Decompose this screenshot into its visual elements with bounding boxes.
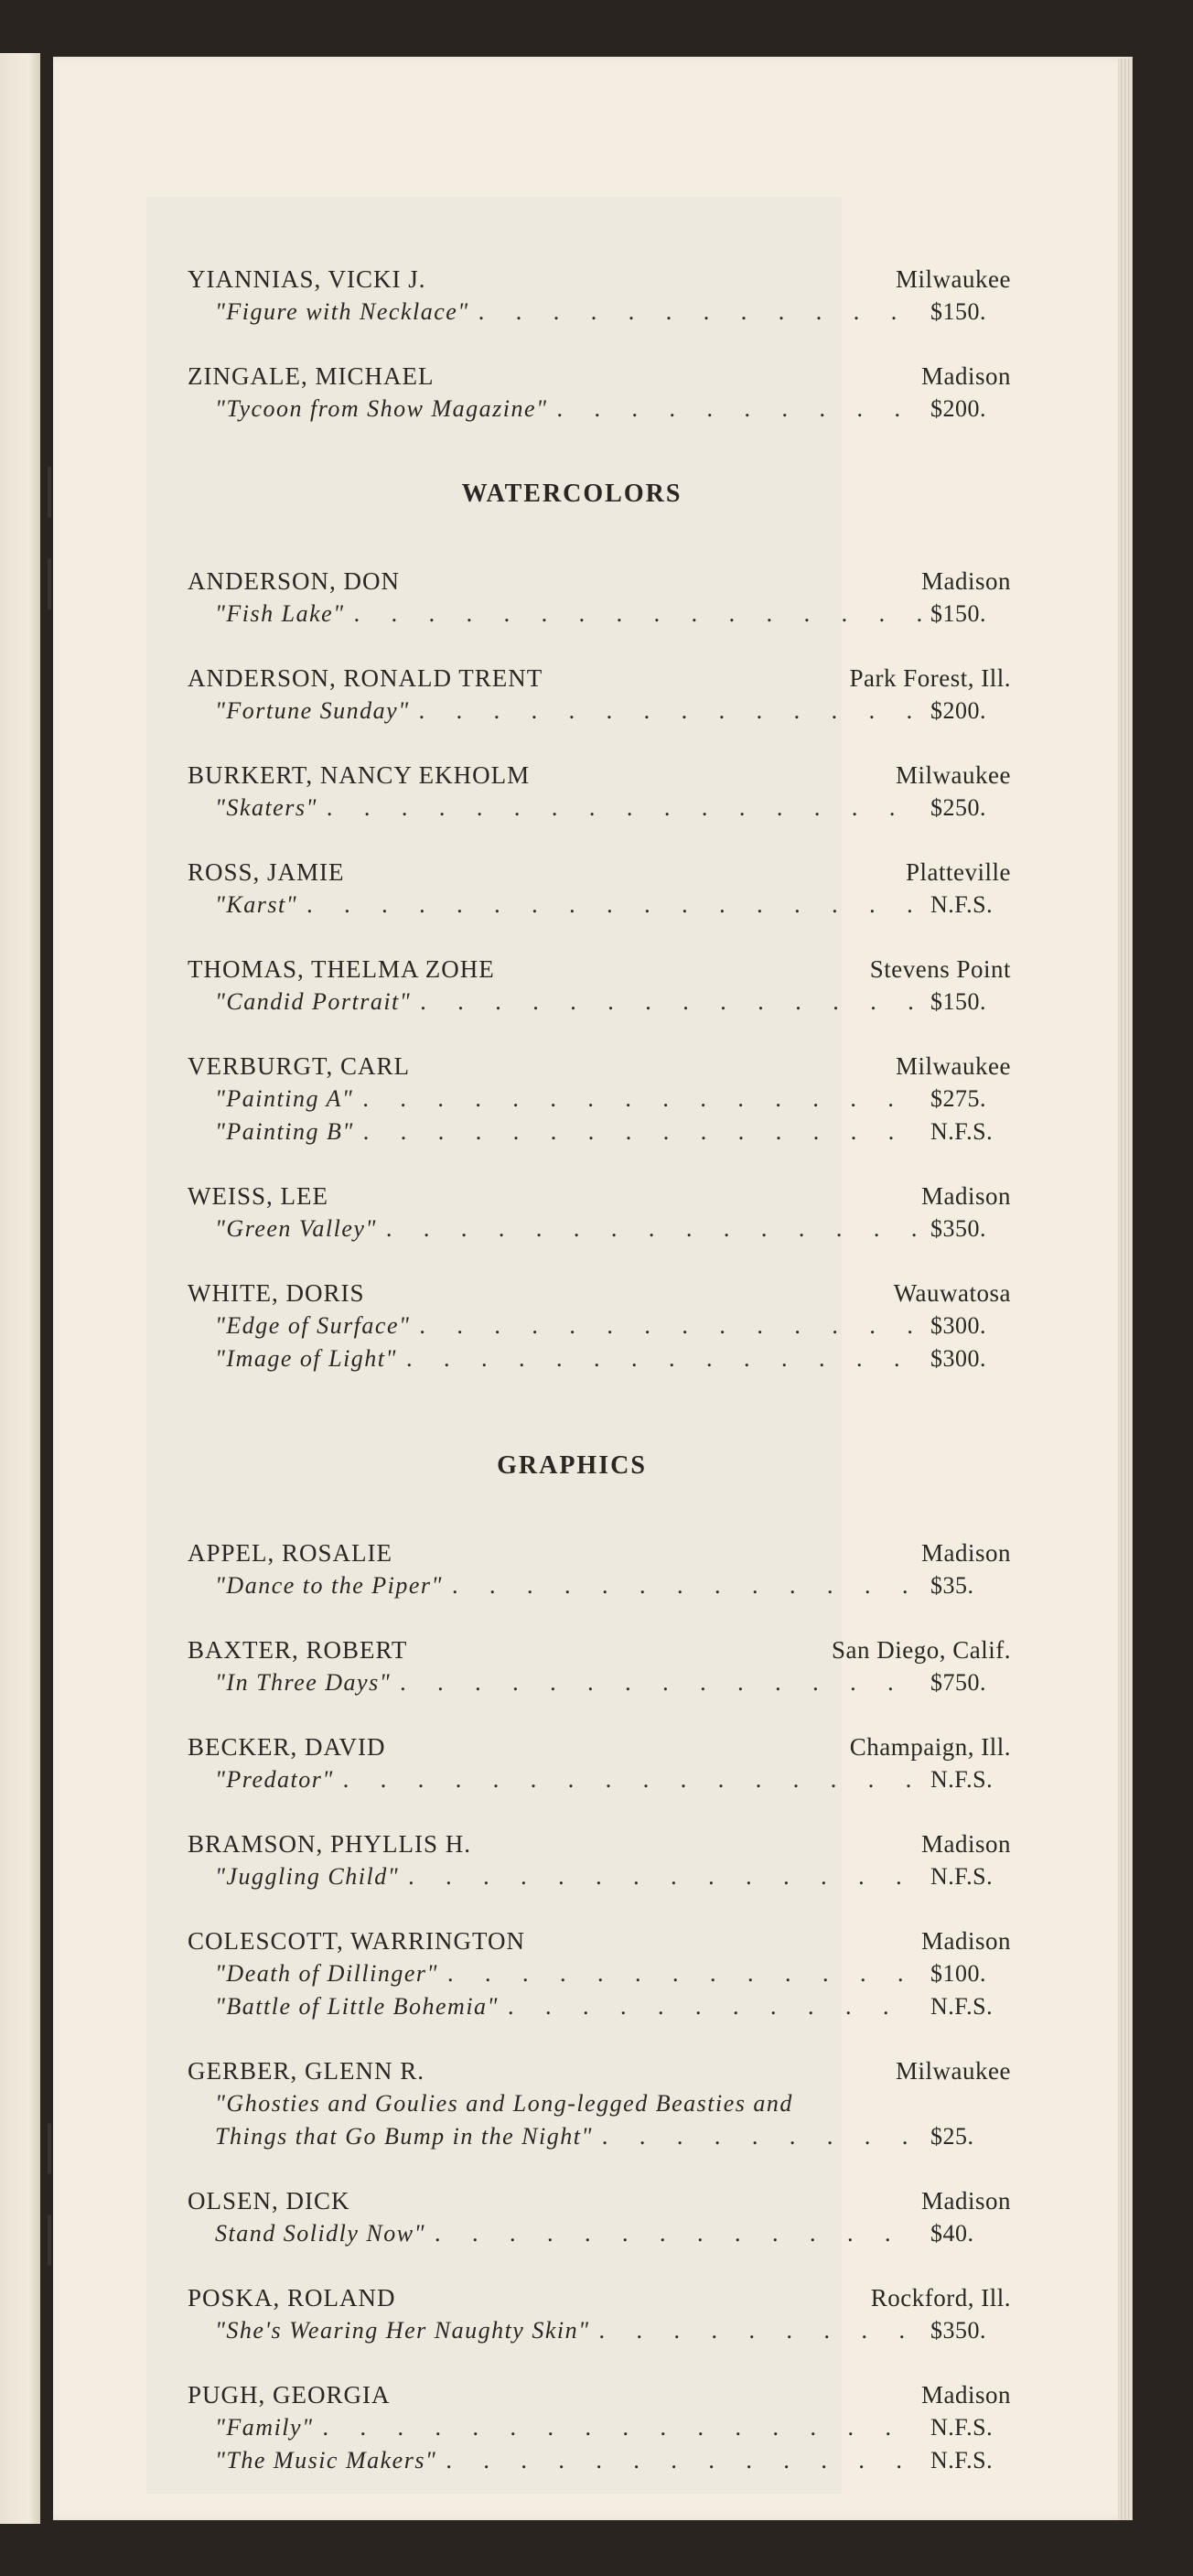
binding-mark <box>48 558 51 609</box>
leader-dots <box>446 2447 921 2474</box>
artwork-title: "Green Valley" <box>215 1215 377 1242</box>
artwork-title: "Painting B" <box>215 1118 354 1145</box>
artwork-line <box>188 988 1011 1021</box>
artist-name: PUGH, GEORGIA <box>188 2381 391 2409</box>
artist-city: Madison <box>921 1927 1011 1955</box>
artist-name: GERBER, GLENN R. <box>188 2057 425 2085</box>
artwork-price: $300. <box>930 1312 986 1339</box>
artist-entry <box>188 1636 1011 1702</box>
artwork-price: $350. <box>930 2317 986 2344</box>
artist-entry <box>188 761 1011 827</box>
artwork-line <box>188 794 1011 827</box>
leader-dots <box>602 2123 921 2150</box>
artist-entry <box>188 1182 1011 1248</box>
leader-dots <box>322 2414 921 2441</box>
artist-entry <box>188 2284 1011 2350</box>
artwork-price: $275. <box>930 1085 986 1112</box>
artwork-title: "She's Wearing Her Naughty Skin" <box>215 2317 590 2344</box>
artist-city: Madison <box>921 1539 1011 1567</box>
artwork-title: "Fortune Sunday" <box>215 697 410 724</box>
artist-name: BAXTER, ROBERT <box>188 1636 408 1664</box>
section-heading-graphics: GRAPHICS <box>497 1451 647 1480</box>
leader-dots <box>406 1345 921 1373</box>
artwork-line <box>188 298 1011 331</box>
artwork-price: $200. <box>930 697 986 724</box>
artwork-line <box>188 2317 1011 2350</box>
artwork-title: "Candid Portrait" <box>215 988 412 1015</box>
artwork-line <box>188 1312 1011 1345</box>
artwork-price: $35. <box>930 1572 974 1599</box>
binding-mark <box>48 467 51 518</box>
facing-page-edge <box>0 53 40 2524</box>
artist-name: COLESCOTT, WARRINGTON <box>188 1927 526 1955</box>
artist-name: BURKERT, NANCY EKHOLM <box>188 761 531 789</box>
artwork-line <box>188 1345 1011 1378</box>
artwork-line <box>188 1766 1011 1799</box>
artwork-title: "Painting A" <box>215 1085 354 1112</box>
artwork-line <box>188 697 1011 730</box>
artist-name: ANDERSON, RONALD TRENT <box>188 664 543 692</box>
artist-name: YIANNIAS, VICKI J. <box>188 265 426 293</box>
leader-dots <box>363 1118 921 1146</box>
artist-city: Madison <box>921 1182 1011 1210</box>
artwork-title: "Tycoon from Show Magazine" <box>215 395 548 422</box>
artwork-price: N.F.S. <box>930 2414 994 2441</box>
artist-city: Rockford, Ill. <box>870 2284 1011 2312</box>
artwork-price: $150. <box>930 298 986 325</box>
artwork-line <box>188 891 1011 924</box>
leader-dots <box>306 891 921 919</box>
artwork-price: $200. <box>930 395 986 422</box>
artwork-price: N.F.S. <box>930 2447 994 2474</box>
artist-entry <box>188 1733 1011 1799</box>
artist-entry <box>188 1279 1011 1378</box>
artist-entry <box>188 2381 1011 2480</box>
artwork-price: N.F.S. <box>930 1863 994 1890</box>
artwork-line <box>188 2447 1011 2480</box>
artwork-price: $350. <box>930 1215 986 1242</box>
artwork-line <box>188 1118 1011 1151</box>
leader-dots <box>452 1572 921 1600</box>
artist-name: BRAMSON, PHYLLIS H. <box>188 1830 472 1858</box>
artwork-line <box>188 1572 1011 1605</box>
artist-entry <box>188 1052 1011 1151</box>
artist-city: Platteville <box>906 858 1011 886</box>
leader-dots <box>435 2220 921 2247</box>
artwork-line <box>188 1669 1011 1702</box>
artist-entry <box>188 265 1011 331</box>
leader-dots <box>327 794 921 822</box>
artist-name: BECKER, DAVID <box>188 1733 386 1761</box>
artwork-title: "The Music Makers" <box>215 2447 437 2474</box>
artwork-price: $300. <box>930 1345 986 1372</box>
artwork-title: "Image of Light" <box>215 1345 397 1372</box>
leader-dots <box>478 298 921 326</box>
leader-dots <box>400 1669 921 1697</box>
artwork-price: N.F.S. <box>930 1118 994 1145</box>
artwork-title: "Battle of Little Bohemia" <box>215 1993 499 2020</box>
binding-mark <box>48 2215 51 2266</box>
leader-dots <box>408 1863 921 1891</box>
leader-dots <box>556 395 921 423</box>
artist-entry <box>188 2057 1011 2156</box>
artist-entry <box>188 567 1011 633</box>
section-heading-watercolors: WATERCOLORS <box>461 480 682 508</box>
artwork-title: "Skaters" <box>215 794 317 821</box>
artwork-line <box>188 395 1011 428</box>
artist-entry <box>188 2187 1011 2253</box>
leader-dots <box>343 1766 921 1794</box>
artist-name: POSKA, ROLAND <box>188 2284 396 2312</box>
artwork-title: "Dance to the Piper" <box>215 1572 443 1599</box>
leader-dots <box>419 1312 921 1340</box>
artwork-title: Things that Go Bump in the Night" <box>215 2123 593 2150</box>
artist-entry <box>188 1927 1011 2026</box>
artwork-line <box>188 2123 1011 2156</box>
artwork-price: $150. <box>930 600 986 627</box>
artwork-line <box>188 1085 1011 1118</box>
artwork-line <box>188 2414 1011 2447</box>
artist-name: OLSEN, DICK <box>188 2187 350 2215</box>
artwork-title: Stand Solidly Now" <box>215 2220 426 2247</box>
artwork-title: "Juggling Child" <box>215 1863 400 1890</box>
artwork-price: $40. <box>930 2220 974 2247</box>
artist-city: Stevens Point <box>869 955 1011 983</box>
artwork-price: $750. <box>930 1669 986 1696</box>
artist-city: Milwaukee <box>896 2057 1011 2085</box>
artist-city: Park Forest, Ill. <box>849 664 1011 692</box>
binding-mark <box>48 2123 51 2174</box>
artist-city: Madison <box>921 1830 1011 1858</box>
artwork-title: "Figure with Necklace" <box>215 298 469 325</box>
artist-city: Champaign, Ill. <box>849 1733 1011 1761</box>
artwork-title: "Death of Dillinger" <box>215 1960 438 1987</box>
artist-city: Madison <box>921 567 1011 595</box>
artist-city: Madison <box>921 362 1011 390</box>
artist-name: APPEL, ROSALIE <box>188 1539 393 1567</box>
artwork-line <box>188 1863 1011 1896</box>
artwork-price: $150. <box>930 988 986 1015</box>
artwork-title: "Family" <box>215 2414 314 2441</box>
artwork-title: "Fish Lake" <box>215 600 345 627</box>
leader-dots <box>362 1085 921 1113</box>
artist-name: THOMAS, THELMA ZOHE <box>188 955 495 983</box>
artwork-price: $100. <box>930 1960 986 1987</box>
artist-city: Madison <box>921 2381 1011 2409</box>
artwork-line <box>188 1960 1011 1993</box>
leader-dots <box>599 2317 921 2344</box>
artwork-title: "Karst" <box>215 891 298 918</box>
artist-name: WHITE, DORIS <box>188 1279 365 1307</box>
artist-city: Madison <box>921 2187 1011 2215</box>
artwork-price: $25. <box>930 2123 974 2150</box>
artist-entry <box>188 955 1011 1021</box>
artwork-line <box>188 1215 1011 1248</box>
artist-city: Milwaukee <box>896 265 1011 293</box>
leader-dots <box>508 1993 921 2021</box>
leader-dots <box>419 697 921 725</box>
artwork-price: $250. <box>930 794 986 821</box>
leader-dots <box>386 1215 921 1243</box>
leader-dots <box>354 600 921 628</box>
artwork-price: N.F.S. <box>930 891 994 918</box>
artist-name: ROSS, JAMIE <box>188 858 345 886</box>
artist-entry <box>188 1539 1011 1605</box>
artwork-title: "Edge of Surface" <box>215 1312 411 1339</box>
artist-city: Milwaukee <box>896 1052 1011 1080</box>
leader-dots <box>447 1960 921 1988</box>
artist-name: VERBURGT, CARL <box>188 1052 411 1080</box>
artwork-title: "In Three Days" <box>215 1669 392 1696</box>
artwork-price: N.F.S. <box>930 1993 994 2020</box>
artist-entry <box>188 858 1011 924</box>
artist-city: San Diego, Calif. <box>832 1636 1011 1664</box>
artist-entry <box>188 1830 1011 1896</box>
artist-entry <box>188 362 1011 428</box>
page-stack-edge <box>1118 59 1133 2520</box>
exhibition-listing <box>188 265 1011 2511</box>
artist-name: ZINGALE, MICHAEL <box>188 362 435 390</box>
artist-city: Milwaukee <box>896 761 1011 789</box>
artist-city: Wauwatosa <box>893 1279 1011 1307</box>
leader-dots <box>420 988 921 1016</box>
artwork-title: "Predator" <box>215 1766 334 1793</box>
artwork-price: N.F.S. <box>930 1766 994 1793</box>
artwork-line <box>188 2220 1011 2253</box>
artist-entry <box>188 664 1011 730</box>
artwork-title-continued: "Ghosties and Goulies and Long-legged Beasties and <box>215 2090 793 2117</box>
artwork-line <box>188 1993 1011 2026</box>
artwork-line <box>188 600 1011 633</box>
artist-name: ANDERSON, DON <box>188 567 401 595</box>
artist-name: WEISS, LEE <box>188 1182 328 1210</box>
